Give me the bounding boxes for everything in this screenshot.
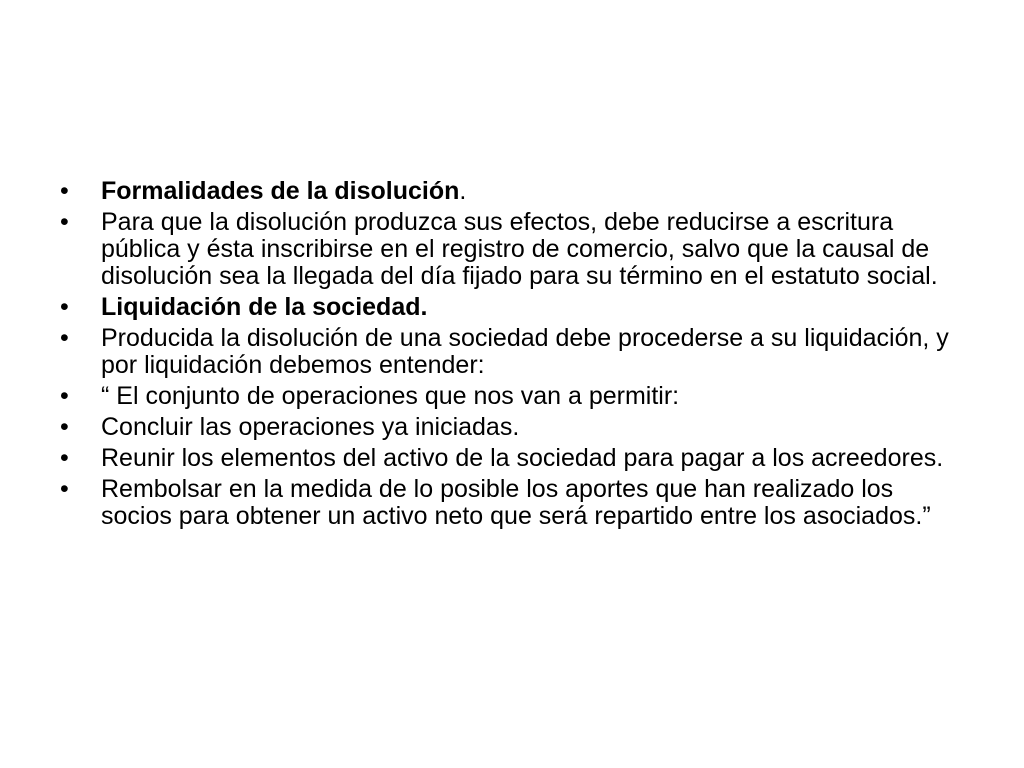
bullet-text: Reunir los elementos del activo de la sociedad para pagar a los acreedores.	[101, 444, 944, 472]
bullet-text: Concluir las operaciones ya iniciadas.	[101, 413, 520, 441]
bullet-text: “ El conjunto de operaciones que nos van a permitir:	[101, 382, 680, 410]
bullet-item-formalidades	[60, 178, 960, 205]
bullet-item-liquidacion	[60, 294, 960, 321]
bullet-item-para-que	[60, 209, 960, 290]
bullet-text: Liquidación de la sociedad.	[101, 293, 428, 321]
bullet-suffix: .	[459, 177, 467, 205]
bullet-list	[60, 178, 960, 534]
bullet-item-concluir	[60, 414, 960, 441]
bullet-dot: •	[60, 324, 69, 352]
bullet-dot: •	[60, 177, 69, 205]
bullet-text: Para que la disolución produzca sus efectos, debe reducirse a escritura pública y ésta inscribirse en el registro de comercio, salvo que la causal de disolución sea la llegada del día fijado para su término en el estatuto social.	[101, 208, 938, 290]
bullet-text: Formalidades de la disolución	[101, 177, 460, 205]
bullet-text: Rembolsar en la medida de lo posible los aportes que han realizado los socios para obtener un activo neto que será repartido entre los asociados.”	[101, 475, 931, 530]
bullet-dot: •	[60, 208, 69, 236]
bullet-text: Producida la disolución de una sociedad debe procederse a su liquidación, y por liquidación debemos entender:	[101, 324, 949, 379]
bullet-dot: •	[60, 413, 69, 441]
bullet-dot: •	[60, 293, 69, 321]
bullet-dot: •	[60, 444, 69, 472]
bullet-item-reunir	[60, 445, 960, 472]
bullet-dot: •	[60, 475, 69, 503]
bullet-item-rembolsar	[60, 476, 960, 530]
bullet-dot: •	[60, 382, 69, 410]
bullet-item-conjunto	[60, 383, 960, 410]
bullet-item-producida	[60, 325, 960, 379]
